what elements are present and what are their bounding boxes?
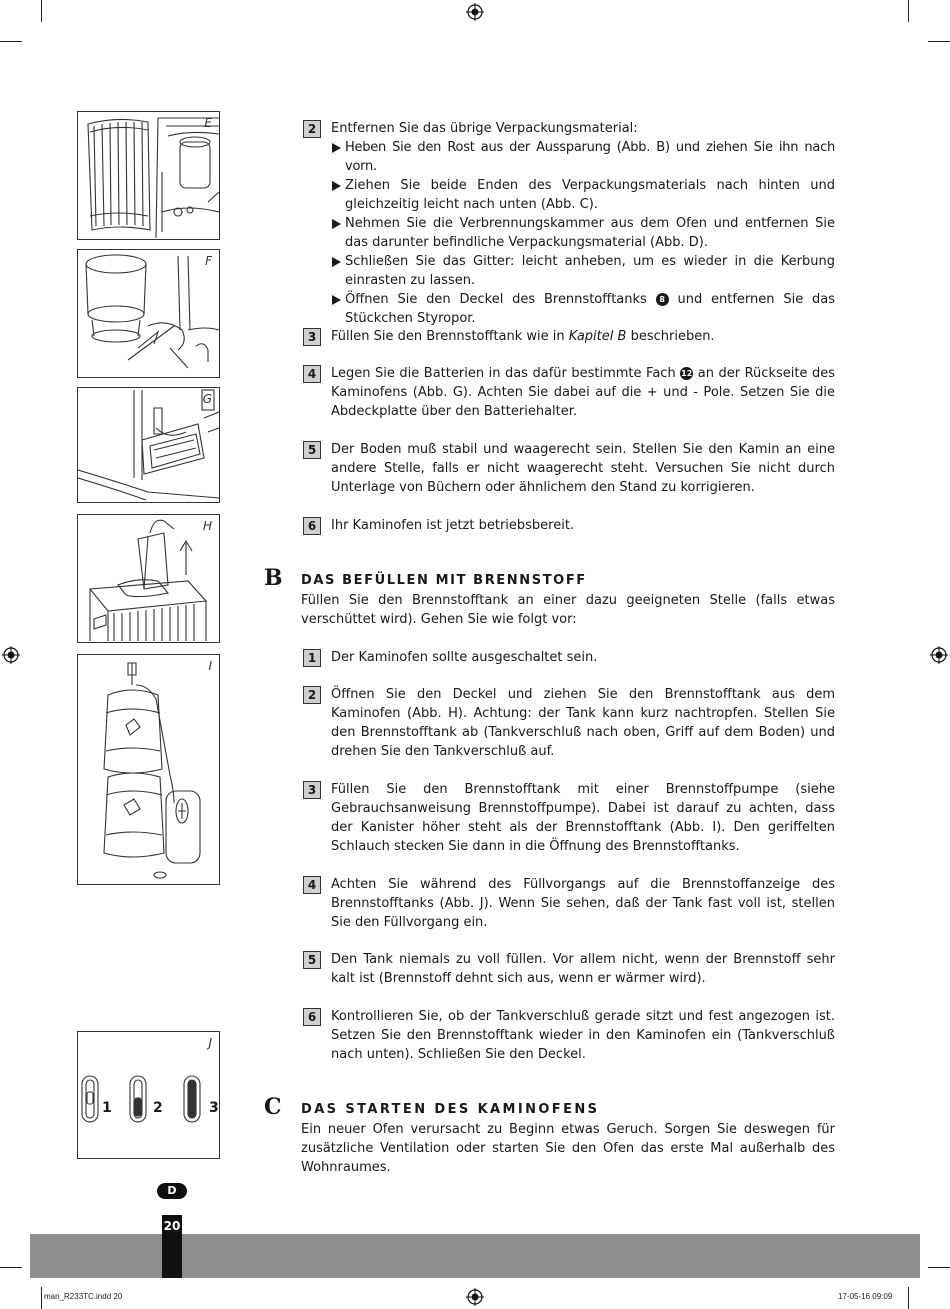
step-number: 4 (303, 365, 321, 383)
step-intro: Entfernen Sie das übrige Verpackungsmaterial: (331, 121, 638, 136)
bullet-list (331, 138, 835, 328)
step-number: 4 (303, 876, 321, 894)
step-text-part: Füllen Sie den Brennstofftank wie in (331, 329, 565, 344)
section-heading: DAS STARTEN DES KAMINOFENS (301, 1102, 600, 1117)
bullet-item: Ziehen Sie beide Enden des Verpackungsmaterials nach hinten und gleichzeitig leicht nach unten (Abb. C). (331, 176, 835, 214)
figure-f (77, 249, 220, 378)
heater-grille-illustration (78, 112, 219, 239)
registration-mark-icon (930, 646, 948, 664)
registration-mark-icon (2, 646, 20, 664)
crop-mark (0, 41, 22, 42)
part-ref-badge: 12 (681, 369, 693, 378)
figure-label: F (205, 254, 212, 268)
step-text-part: Legen Sie die Batterien in das dafür bestimmte Fach (331, 366, 676, 381)
crop-mark (908, 0, 909, 22)
step-number: 6 (303, 517, 321, 535)
step-text: Ihr Kaminofen ist jetzt betriebsbereit. (331, 518, 575, 533)
registration-mark-icon (466, 3, 484, 21)
step-text (331, 119, 835, 328)
bullet-item: Heben Sie den Rost aus der Aussparung (Abb. B) und ziehen Sie ihn nach vorn. (331, 138, 835, 176)
section-intro: Ein neuer Ofen verursacht zu Beginn etwas Geruch. Sorgen Sie deswegen für zusätzliche Ventilation oder starten Sie den Ofen das erste Mal außerhalb des Wohnraumes. (301, 1122, 835, 1175)
step-text-part: beschrieben. (630, 329, 715, 344)
step-text: Öffnen Sie den Deckel und ziehen Sie den Brennstofftank aus dem Kaminofen (Abb. H). Achtung: der Tank kann kurz nachtropfen. Stellen Sie den Brennstofftank ab (Tankverschluß nach oben, Griff auf dem Boden) und drehen Sie den Tankverschluß auf. (331, 687, 835, 759)
file-slug: man_R233TC.indd 20 (44, 1292, 123, 1301)
section-heading: DAS BEFÜLLEN MIT BRENNSTOFF (301, 573, 587, 588)
gauge-label: 2 (153, 1100, 163, 1116)
figure-h (77, 514, 220, 643)
figure-label: E (204, 116, 212, 130)
bullet-text: und entfernen Sie das Stückchen Styropor. (345, 292, 836, 326)
step-text (331, 327, 835, 346)
figure-i (77, 654, 220, 885)
step-text (331, 364, 835, 421)
gauge-label: 3 (209, 1100, 219, 1116)
figure-label: I (208, 659, 212, 673)
crop-mark (928, 1267, 950, 1268)
step-number: 3 (303, 328, 321, 346)
step-text: Der Kaminofen sollte ausgeschaltet sein. (331, 650, 598, 665)
step-number: 3 (303, 781, 321, 799)
step-text: Der Boden muß stabil und waagerecht sein. Stellen Sie den Kamin an eine andere Stelle, falls er nicht waagerecht steht. Versuchen Sie nicht durch Unterlage von Büchern oder ähnlichem den Stand zu korrigieren. (331, 442, 835, 495)
step-text: Achten Sie während des Füllvorgangs auf die Brennstoffanzeige des Brennstofftanks (Abb. J). Wenn Sie sehen, daß der Tank fast voll ist, stellen Sie den Füllvorgang ein. (331, 877, 835, 930)
date-slug: 17-05-16 09:09 (838, 1292, 893, 1301)
step-text: Füllen Sie den Brennstofftank mit einer Brennstoffpumpe (siehe Gebrauchsanweisung Brennstoffpumpe). Dabei ist darauf zu achten, dass der Kanister höher steht als der Brennstofftank (Abb. I). Den geriffelten Schlauch stecken Sie dann in die Öffnung des Brennstofftanks. (331, 782, 835, 854)
tank-removal-illustration (78, 515, 219, 642)
bullet-item (331, 290, 835, 328)
step-number: 1 (303, 649, 321, 667)
section-letter: C (264, 1094, 282, 1120)
bullet-item: Schließen Sie das Gitter: leicht anheben, um es wieder in die Kerbung einrasten zu lassen. (331, 252, 835, 290)
registration-mark-icon (466, 1288, 484, 1306)
section-letter: B (264, 565, 283, 591)
step-number: 6 (303, 1008, 321, 1026)
figure-g (77, 387, 220, 503)
step-text: Den Tank niemals zu voll füllen. Vor allem nicht, wenn der Brennstoff sehr kalt ist (Brennstoff dehnt sich aus, wenn er wärmer wird). (331, 952, 835, 986)
figure-j (77, 1031, 220, 1159)
figure-e (77, 111, 220, 240)
crop-mark (928, 41, 950, 42)
fuel-gauge-illustration (78, 1032, 219, 1158)
gauge-label: 1 (102, 1100, 112, 1116)
step-number: 2 (303, 686, 321, 704)
step-number: 5 (303, 951, 321, 969)
bullet-text: Öffnen Sie den Deckel des Brennstofftanks (345, 292, 647, 307)
step-number: 5 (303, 441, 321, 459)
crop-mark (41, 1287, 42, 1309)
section-intro: Füllen Sie den Brennstofftank an einer dazu geeigneten Stelle (falls etwas verschüttet wird). Gehen Sie wie folgt vor: (301, 593, 835, 627)
crop-mark (0, 1267, 22, 1268)
step-text-part: an der Rückseite des Kaminofens (Abb. G). Achten Sie dabei auf die + und - Pole. Setzen Sie die Abdeckplatte über den Batteriehalter. (331, 366, 835, 419)
figure-label: J (208, 1036, 212, 1050)
battery-compartment-illustration (78, 388, 219, 502)
bullet-item: Nehmen Sie die Verbrennungskammer aus dem Ofen und entfernen Sie das darunter befindliche Verpackungsmaterial (Abb. D). (331, 214, 835, 252)
crop-mark (908, 1287, 909, 1309)
chapter-ref: Kapitel B (568, 329, 627, 344)
page-number: 20 (162, 1215, 182, 1278)
figure-label: H (202, 519, 212, 533)
fuel-pump-illustration (78, 655, 219, 884)
figure-label: G (202, 392, 212, 406)
language-badge: D (157, 1183, 187, 1199)
step-number: 2 (303, 120, 321, 138)
combustion-chamber-illustration (78, 250, 219, 377)
step-text: Kontrollieren Sie, ob der Tankverschluß gerade sitzt und fest angezogen ist. Setzen Sie den Brennstofftank wieder in den Kaminofen ein (Tankverschluß nach unten). Schließen Sie den Deckel. (331, 1009, 835, 1062)
part-ref-badge: 8 (656, 293, 669, 306)
crop-mark (41, 0, 42, 22)
